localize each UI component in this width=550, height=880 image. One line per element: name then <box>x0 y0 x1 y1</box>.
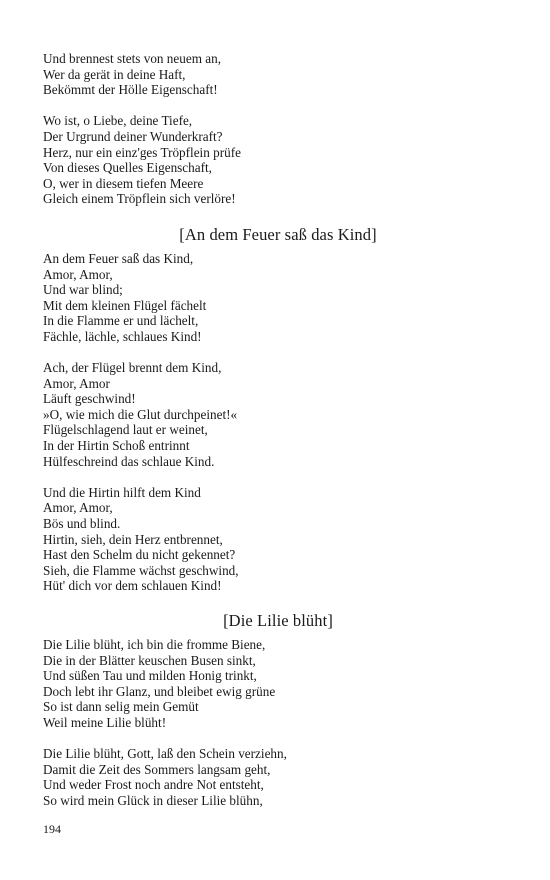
verse-line: Wer da gerät in deine Haft, <box>43 66 186 82</box>
poem-lilie-blueht <box>43 611 513 809</box>
poem-feuer-kind <box>43 225 513 594</box>
verse-line: Die in der Blätter keuschen Busen sinkt, <box>43 652 256 668</box>
verse-line: Läuft geschwind! <box>43 391 136 407</box>
verse-line: Doch lebt ihr Glanz, und bleibet ewig grüne <box>43 683 276 699</box>
verse-line: So wird mein Glück in dieser Lilie blühn, <box>43 792 263 808</box>
verse-line: Hülfeschreind das schlaue Kind. <box>43 453 215 469</box>
verse-line: Der Urgrund deiner Wunderkraft? <box>43 128 223 144</box>
verse-line: Sieh, die Flamme wächst geschwind, <box>43 562 239 578</box>
verse-line: Und die Hirtin hilft dem Kind <box>43 484 201 500</box>
stanza <box>43 251 513 345</box>
verse-line: Und war blind; <box>43 282 123 298</box>
verse-line: Die Lilie blüht, Gott, laß den Schein verziehn, <box>43 746 287 762</box>
verse-line: Und weder Frost noch andre Not entsteht, <box>43 777 264 793</box>
verse-line: Hirtin, sieh, dein Herz entbrennet, <box>43 531 223 547</box>
verse-line: Damit die Zeit des Sommers langsam geht, <box>43 761 271 777</box>
verse-line: Fächle, lächle, schlaues Kind! <box>43 328 202 344</box>
stanza <box>43 485 513 594</box>
verse-line: In der Hirtin Schoß entrinnt <box>43 438 190 454</box>
page-content <box>43 51 513 809</box>
verse-line: »O, wie mich die Glut durchpeinet!« <box>43 406 238 422</box>
verse-line: Hast den Schelm du nicht gekennet? <box>43 547 236 563</box>
stanza <box>43 637 513 731</box>
stanza <box>43 113 513 207</box>
verse-line: Gleich einem Tröpflein sich verlöre! <box>43 191 236 207</box>
stanza <box>43 360 513 469</box>
verse-line: Ach, der Flügel brennt dem Kind, <box>43 360 222 376</box>
verse-line: Weil meine Lilie blüht! <box>43 714 167 730</box>
verse-line: Bekömmt der Hölle Eigenschaft! <box>43 82 218 98</box>
verse-line: An dem Feuer saß das Kind, <box>43 250 194 266</box>
verse-line: Amor, Amor, <box>43 500 113 516</box>
verse-line: O, wer in diesem tiefen Meere <box>43 175 204 191</box>
verse-line: Amor, Amor <box>43 375 110 391</box>
verse-line: In die Flamme er und lächelt, <box>43 313 199 329</box>
verse-line: Bös und blind. <box>43 516 121 532</box>
poem-title: [Die Lilie blüht] <box>223 611 333 630</box>
verse-line: Wo ist, o Liebe, deine Tiefe, <box>43 113 193 129</box>
verse-line: Von dieses Quelles Eigenschaft, <box>43 160 212 176</box>
poem-title: [An dem Feuer saß das Kind] <box>179 224 377 244</box>
verse-line: So ist dann selig mein Gemüt <box>43 699 199 715</box>
verse-line: Und brennest stets von neuem an, <box>43 51 221 66</box>
verse-line: Und süßen Tau und milden Honig trinkt, <box>43 668 257 684</box>
page-number: 194 <box>43 822 61 836</box>
verse-line: Herz, nur ein einz'ges Tröpflein prüfe <box>43 144 241 160</box>
stanza <box>43 51 513 98</box>
previous-poem <box>43 51 513 207</box>
verse-line: Mit dem kleinen Flügel fächelt <box>43 297 207 313</box>
verse-line: Amor, Amor, <box>43 266 113 282</box>
stanza <box>43 746 513 808</box>
verse-line: Die Lilie blüht, ich bin die fromme Biene, <box>43 637 266 652</box>
verse-line: Flügelschlagend laut er weinet, <box>43 422 208 438</box>
verse-line: Hüt' dich vor dem schlauen Kind! <box>43 578 222 594</box>
